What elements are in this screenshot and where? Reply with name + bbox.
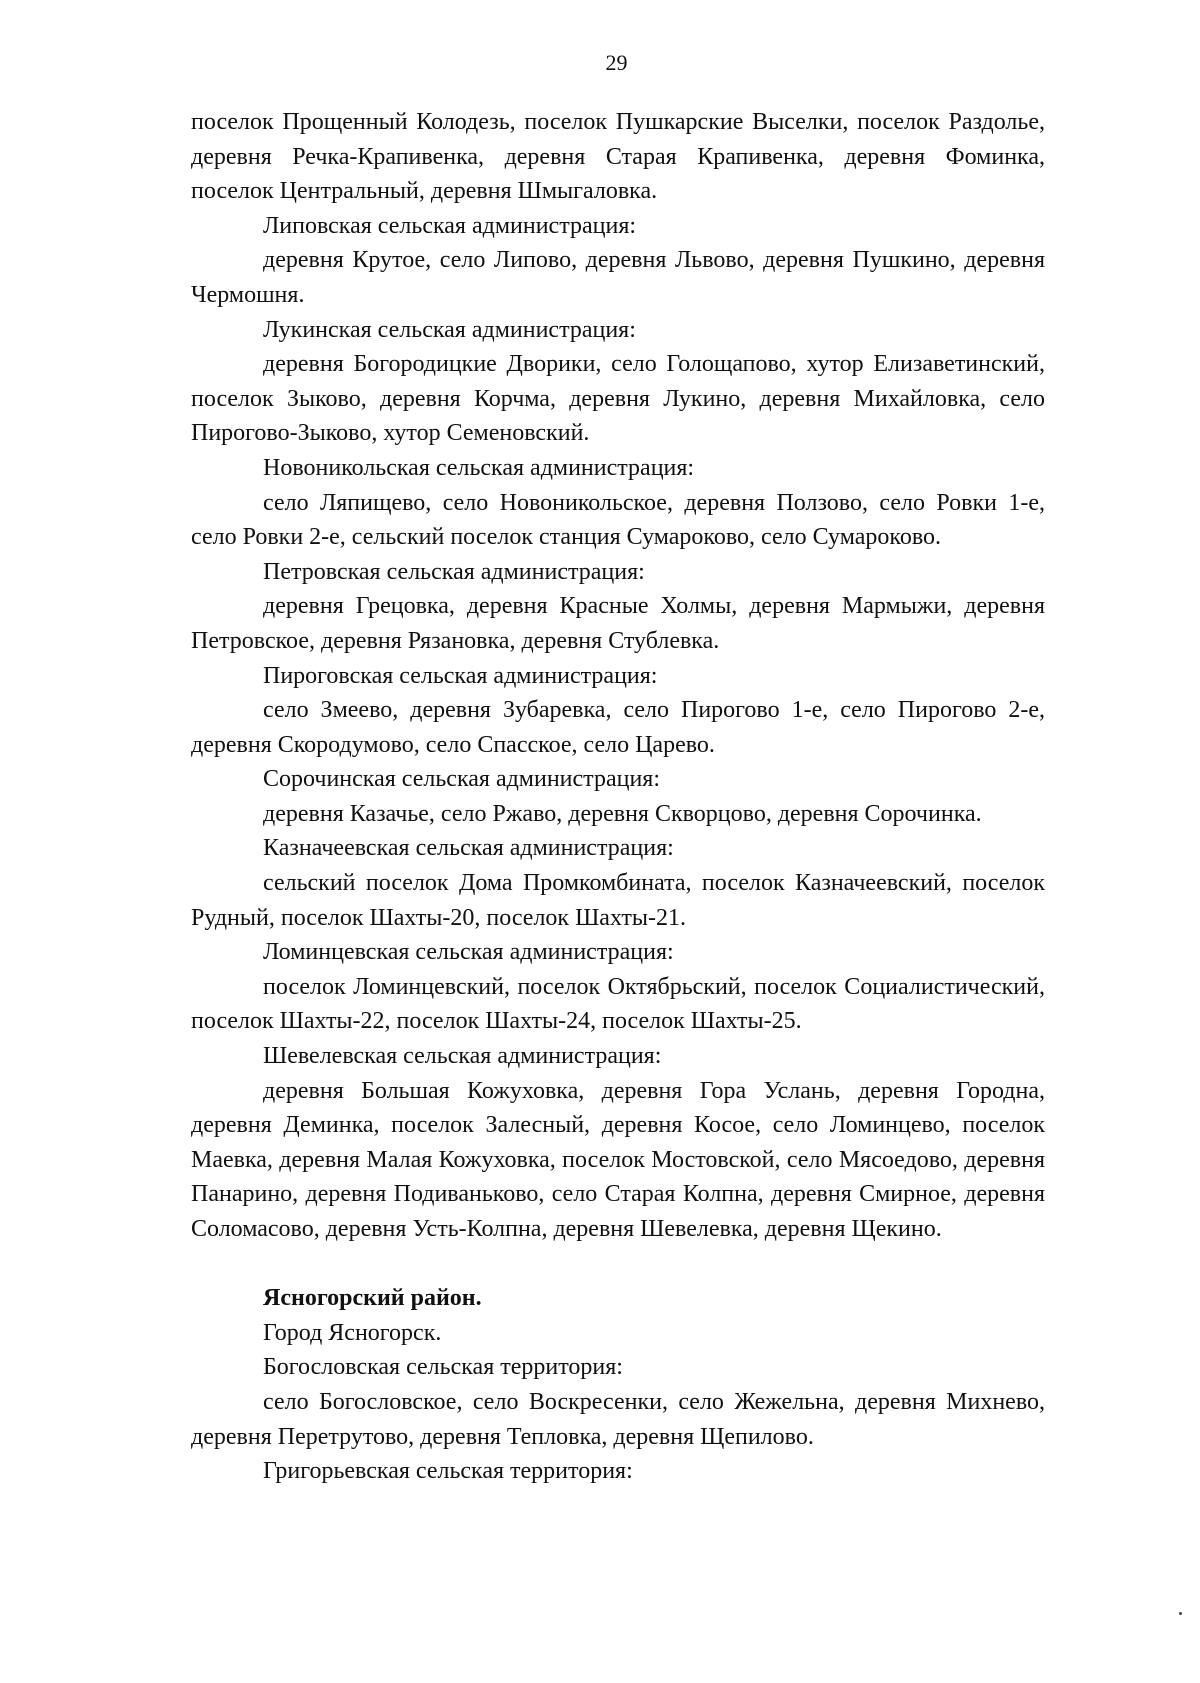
administration-heading: Петровская сельская администрация: (263, 558, 645, 585)
settlement-list: деревня Крутое, село Липово, деревня Львово, деревня Пушкино, деревня Чермошня. (191, 247, 1045, 308)
document-body (191, 105, 1045, 1489)
city-name: Город Ясногорск. (263, 1319, 442, 1346)
settlement-list: деревня Богородицкие Дворики, село Голощапово, хутор Елизаветинский, поселок Зыково, деревня Корчма, деревня Лукино, деревня Михайловка, село Пирогово-Зыково, хутор Семеновский. (191, 351, 1045, 447)
territory-heading: Богословская сельская территория: (263, 1354, 623, 1381)
settlement-list: село Ляпищево, село Новоникольское, деревня Ползово, село Ровки 1-е, село Ровки 2-е, сельский поселок станция Сумароково, село Сумароково. (191, 489, 1045, 551)
settlement-list: сельский поселок Дома Промкомбината, поселок Казначеевский, поселок Рудный, поселок Шахты-20, поселок Шахты-21. (191, 870, 1045, 931)
administration-heading: Новоникольская сельская администрация: (263, 454, 695, 481)
page-number: 29 (605, 50, 628, 75)
administration-heading: Пироговская сельская администрация: (263, 662, 658, 689)
territory-heading: Григорьевская сельская территория: (263, 1458, 633, 1485)
administration-heading: Шевелевская сельская администрация: (263, 1043, 662, 1070)
settlement-list: село Богословское, село Воскресенки, село Жежельна, деревня Михнево, деревня Перетрутово, деревня Тепловка, деревня Щепилово. (191, 1388, 1045, 1450)
paragraph: поселок Прощенный Колодезь, поселок Пушкарские Выселки, поселок Раздолье, деревня Речка-Крапивенка, деревня Старая Крапивенка, деревня Фоминка, поселок Центральный, деревня Шмыгаловка. (191, 109, 1045, 205)
settlement-list: село Змеево, деревня Зубаревка, село Пирогово 1-е, село Пирогово 2-е, деревня Скородумово, село Спасское, село Царево. (191, 697, 1045, 758)
administration-heading: Казначеевская сельская администрация: (263, 835, 674, 862)
administration-heading: Лукинская сельская администрация: (263, 316, 636, 343)
administration-heading: Липовская сельская администрация: (263, 212, 637, 239)
district-heading: Ясногорский район. (263, 1285, 482, 1312)
settlement-list: деревня Казачье, село Ржаво, деревня Скворцово, деревня Сорочинка. (263, 800, 982, 827)
settlement-list: деревня Большая Кожуховка, деревня Гора Услань, деревня Городна, деревня Деминка, поселок Залесный, деревня Косое, село Ломинцево, поселок Маевка, деревня Малая Кожуховка, поселок Мостовской, село Мясоедово, деревня Панарино, деревня Подиваньково, село Старая Колпна, деревня Смирное, деревня Соломасово, деревня Усть-Колпна, деревня Шевелевка, деревня Щекино. (191, 1077, 1045, 1242)
settlement-list: поселок Ломинцевский, поселок Октябрьский, поселок Социалистический, поселок Шахты-22, поселок Шахты-24, поселок Шахты-25. (191, 973, 1045, 1035)
blank-line (191, 1247, 1045, 1282)
settlement-list: деревня Грецовка, деревня Красные Холмы, деревня Мармыжи, деревня Петровское, деревня Рязановка, деревня Стублевка. (191, 593, 1045, 654)
administration-heading: Ломинцевская сельская администрация: (263, 939, 674, 966)
scan-speck (1179, 1612, 1182, 1615)
administration-heading: Сорочинская сельская администрация: (263, 766, 661, 793)
